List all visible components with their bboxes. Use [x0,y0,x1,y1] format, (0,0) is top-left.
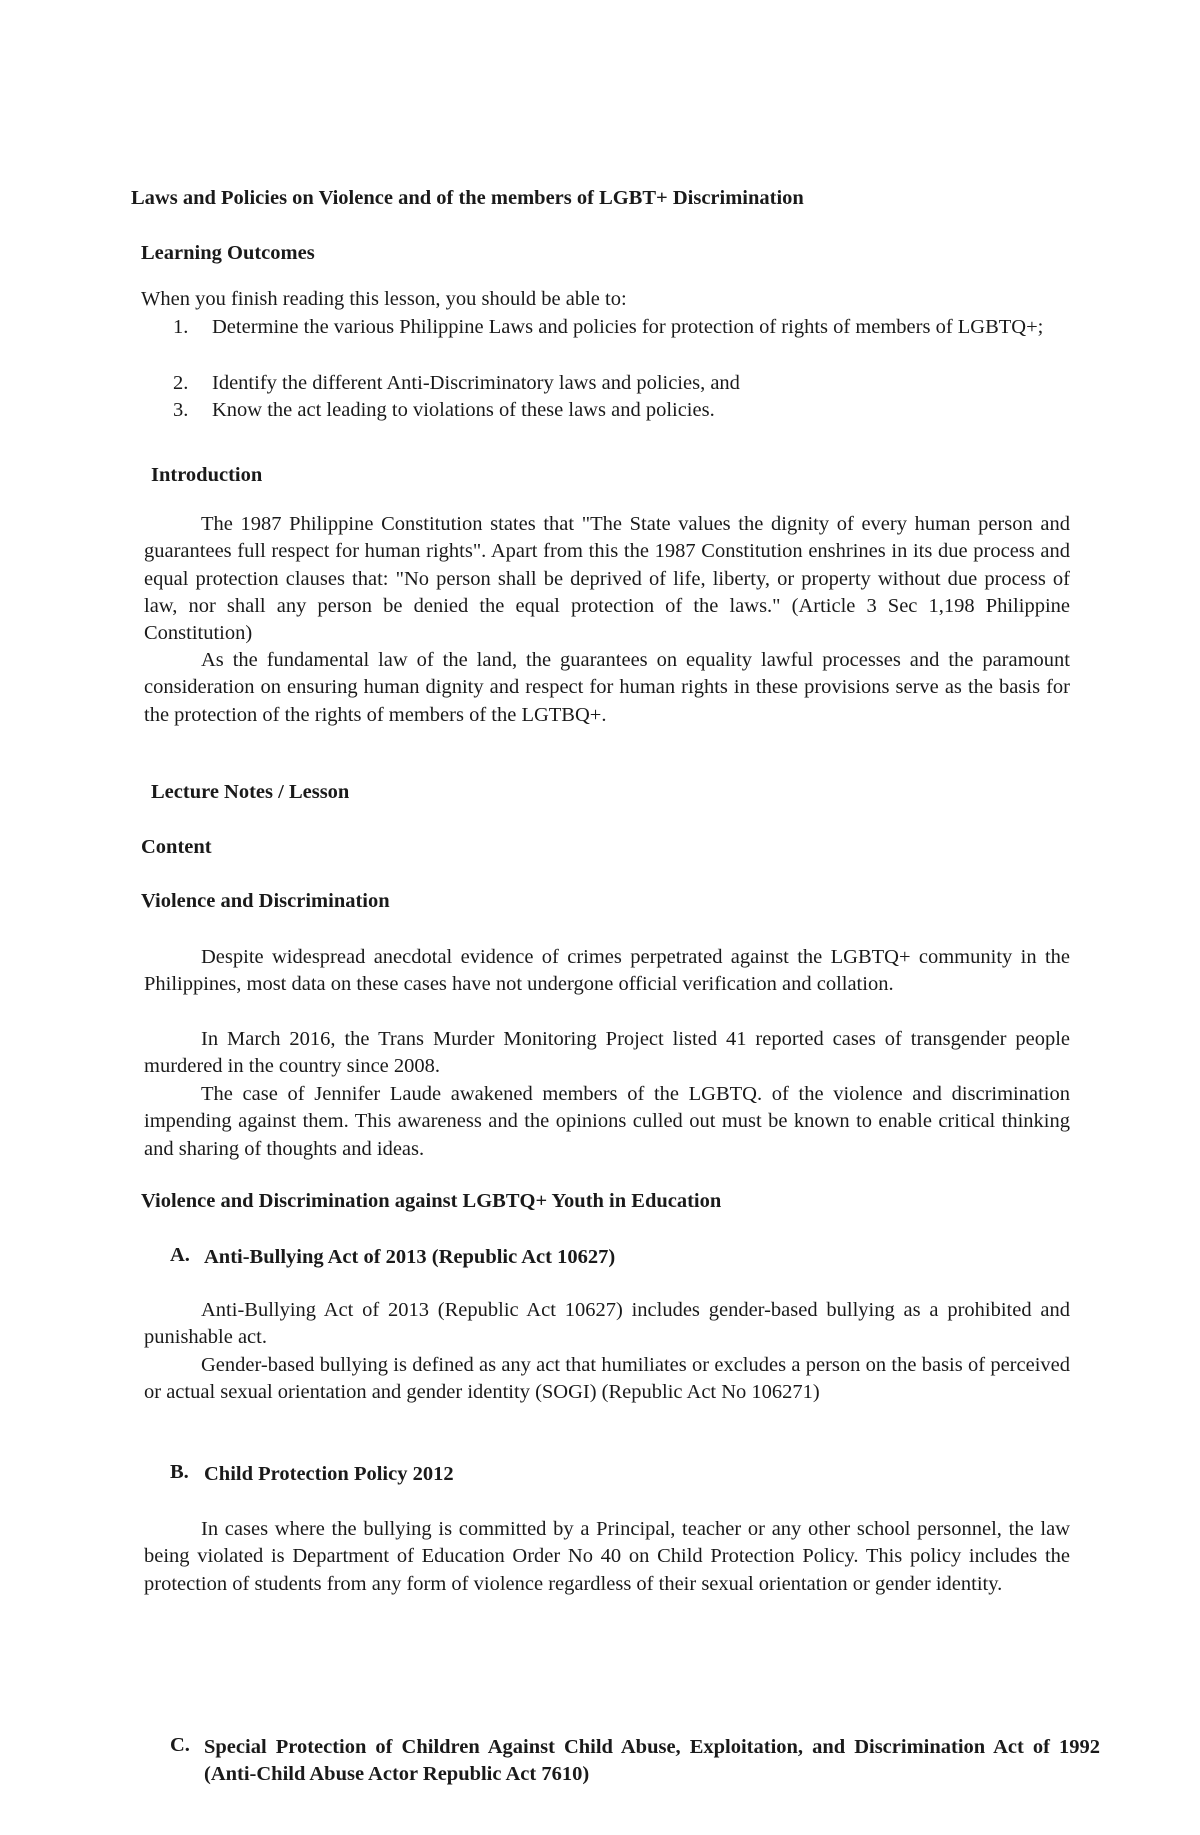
violence-paragraph: In March 2016, the Trans Murder Monitoring Project listed 41 reported cases of transgender people murdered in the country since 2008. [144,1028,1070,1078]
introduction-paragraph: The 1987 Philippine Constitution states that "The State values the dignity of every human person and guarantees full respect for human rights". Apart from this the 1987 Constitution enshrines in its due process and equal protection clauses that: "No person shall be deprived of life, liberty, or property without due process of law, nor shall any person be denied the equal protection of the laws." (Article 3 Sec 1,198 Philippine Constitution) [144,513,1070,645]
introduction-heading: Introduction [151,464,263,486]
section-a-paragraph: Anti-Bullying Act of 2013 (Republic Act 10627) includes gender-based bullying as a prohibited and punishable act. [144,1299,1070,1349]
list-item [144,370,1070,398]
list-text: Determine the various Philippine Laws and policies for protection of rights of members of LGBTQ+; [212,316,1044,338]
list-number: 3. [173,399,189,421]
learning-outcomes-intro: When you finish reading this lesson, you should be able to: [141,288,627,310]
section-heading-b [170,1461,1110,1488]
section-title: Anti-Bullying Act of 2013 (Republic Act 10627) [204,1246,616,1268]
lecture-notes-heading: Lecture Notes / Lesson [151,781,350,803]
introduction-paragraph: As the fundamental law of the land, the guarantees on equality lawful processes and the paramount consideration on ensuring human dignity and respect for human rights in these provisions serve as the basis for the protection of the rights of members of the LGTBQ+. [144,649,1070,726]
section-letter: A. [170,1244,190,1266]
section-letter: B. [170,1461,189,1483]
list-number: 1. [173,316,189,338]
list-item [144,397,1070,425]
section-heading-c [170,1734,1100,1790]
section-a-paragraph: Gender-based bullying is defined as any act that humiliates or excludes a person on the basis of perceived or actual sexual orientation and gender identity (SOGI) (Republic Act No 106271) [144,1354,1070,1404]
section-title: Child Protection Policy 2012 [204,1463,454,1485]
list-number: 2. [173,372,189,394]
content-heading: Content [141,836,212,858]
violence-paragraph: The case of Jennifer Laude awakened members of the LGBTQ. of the violence and discrimination impending against them. This awareness and the opinions culled out must be known to enable critical thinking and sharing of thoughts and ideas. [144,1083,1070,1160]
section-b-paragraph: In cases where the bullying is committed by a Principal, teacher or any other school personnel, the law being violated is Department of Education Order No 40 on Child Protection Policy. This policy includes the protection of students from any form of violence regardless of their sexual orientation or gender identity. [144,1518,1070,1595]
section-title: Special Protection of Children Against Child Abuse, Exploitation, and Discrimination Act of 1992 (Anti-Child Abuse Actor Republic Act 7610) [204,1736,1100,1785]
section-letter: C. [170,1734,190,1756]
education-heading: Violence and Discrimination against LGBTQ+ Youth in Education [141,1190,722,1212]
learning-outcomes-heading: Learning Outcomes [141,242,315,264]
list-text: Identify the different Anti-Discriminatory laws and policies, and [212,372,740,394]
document-title: Laws and Policies on Violence and of the members of LGBT+ Discrimination [131,187,804,209]
violence-heading: Violence and Discrimination [141,890,390,912]
list-item [144,314,1070,370]
list-text: Know the act leading to violations of these laws and policies. [212,399,715,421]
violence-paragraph: Despite widespread anecdotal evidence of crimes perpetrated against the LGBTQ+ community in the Philippines, most data on these cases have not undergone official verification and collation. [144,946,1070,996]
section-heading-a [170,1244,1110,1271]
